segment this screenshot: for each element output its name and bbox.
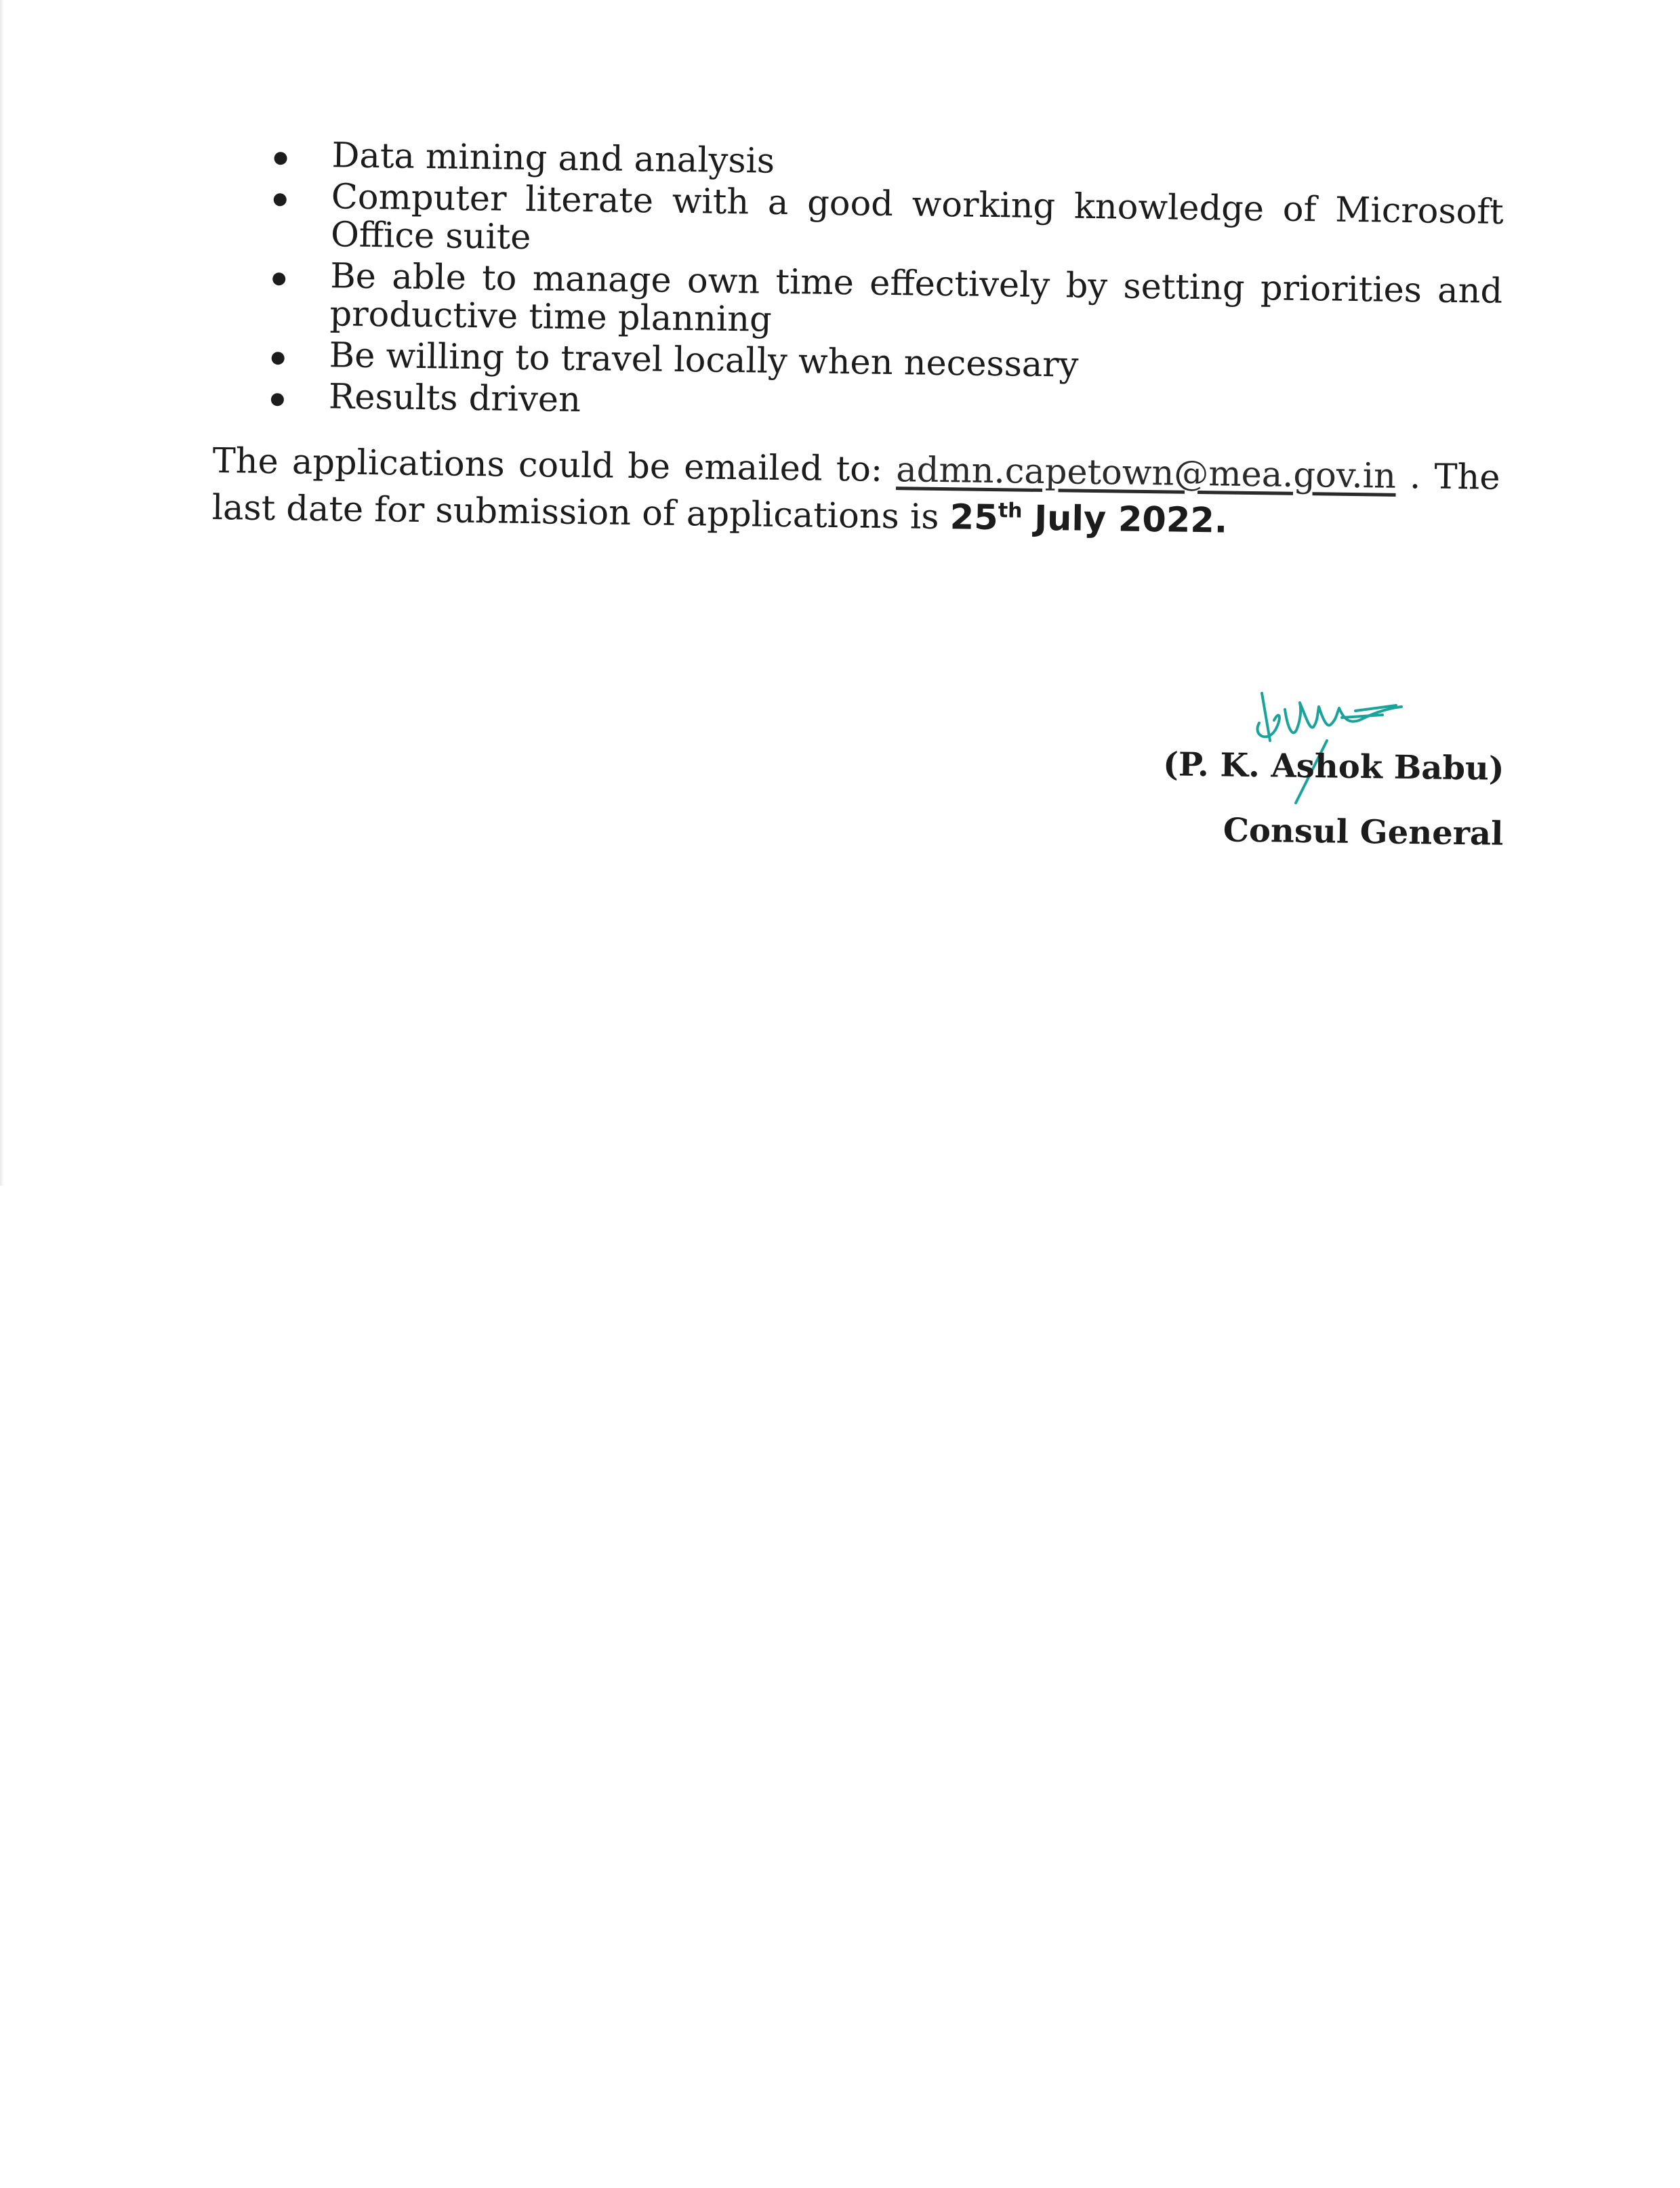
requirements-list (213, 136, 1504, 432)
scan-edge-shadow (0, 0, 4, 1186)
email-link[interactable]: admn.capetown@mea.gov.in (895, 450, 1397, 497)
bullet-icon (274, 193, 287, 206)
deadline-day-suffix: th (998, 499, 1023, 523)
bullet-icon (272, 272, 285, 285)
application-paragraph (211, 442, 1500, 545)
list-item-text: Be willing to travel locally when necessary (329, 335, 1079, 386)
deadline-month-year: July 2022. (1033, 498, 1228, 541)
paragraph-middle: . The last date for submission of applications is (211, 457, 1500, 537)
document-body (211, 136, 1504, 579)
bullet-icon (271, 393, 284, 406)
paragraph-lead: The applications could be emailed to: (212, 440, 883, 490)
signature-block (1151, 745, 1504, 853)
list-item-text: Results driven (328, 377, 581, 421)
list-item-text: Be able to manage own time effectively by setting priorities and productive time planning (329, 256, 1503, 340)
list-item (214, 256, 1502, 349)
list-item-text: Computer literate with a good working knowledge of Microsoft Office suite (330, 177, 1504, 258)
list-item (216, 177, 1504, 270)
deadline-day: 25 (949, 497, 999, 539)
list-item-text: Data mining and analysis (331, 136, 775, 182)
deadline-date (949, 497, 1227, 541)
signatory-name: (P. K. Ashok Babu) (1162, 745, 1504, 788)
bullet-icon (272, 352, 285, 365)
signatory-title: Consul General (1223, 811, 1504, 853)
bullet-icon (274, 152, 287, 165)
